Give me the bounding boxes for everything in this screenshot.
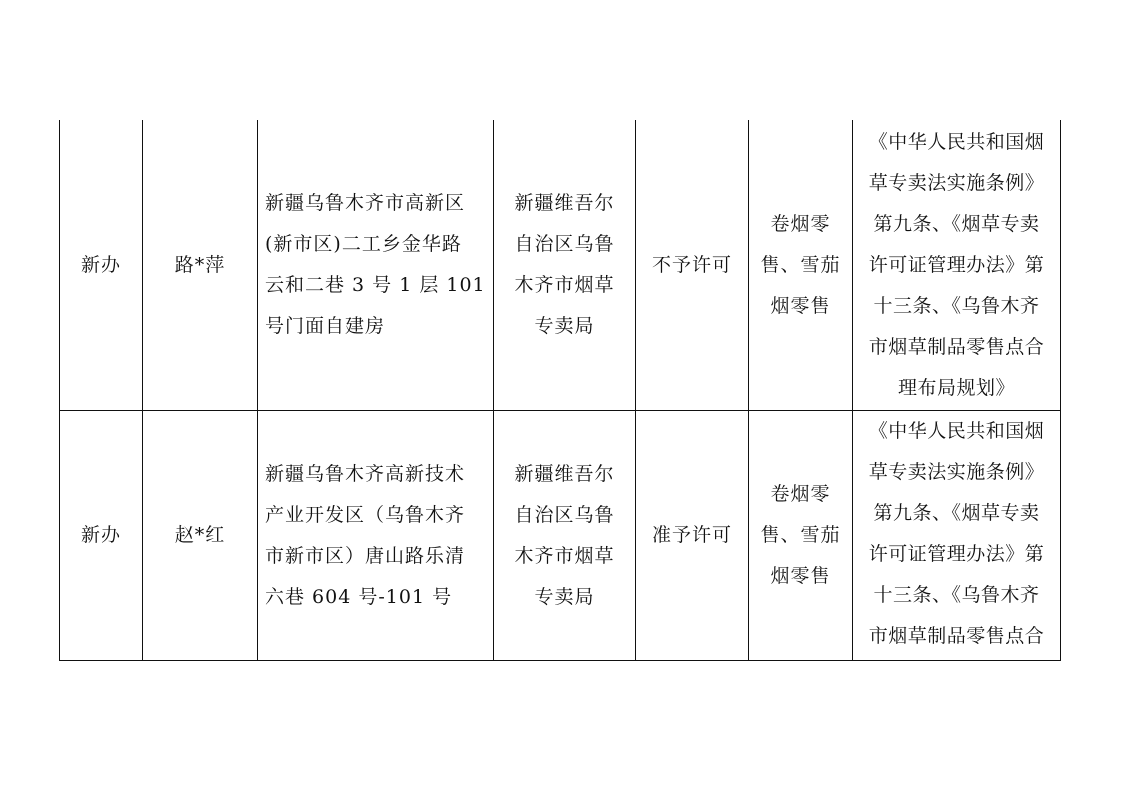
address-line: 新疆乌鲁木齐高新技术 — [265, 462, 466, 485]
basis-line: 十三条、《乌鲁木齐 — [873, 584, 1040, 606]
authority-line: 新疆维吾尔 — [514, 462, 615, 485]
name-cell: 赵*红 — [143, 411, 258, 661]
address-line: (新市区)二工乡金华路 — [265, 233, 462, 255]
authority-cell — [494, 411, 636, 661]
scope-line: 售、雪茄 — [760, 524, 841, 546]
authority-line: 木齐市烟草 — [514, 544, 615, 567]
scope-line: 烟零售 — [770, 565, 831, 587]
scope-cell — [749, 411, 853, 661]
legal-basis-cell — [853, 411, 1061, 661]
type-cell: 新办 — [60, 120, 143, 411]
address-line: 新疆乌鲁木齐市高新区 — [265, 192, 466, 214]
scope-cell — [749, 120, 853, 411]
basis-line: 市烟草制品零售点合 — [868, 335, 1045, 358]
authority-line: 新疆维吾尔 — [514, 192, 615, 214]
authority-cell — [494, 120, 636, 411]
scope-line: 卷烟零 — [770, 483, 831, 505]
basis-line: 许可证管理办法》第 — [868, 253, 1045, 276]
decision-cell: 准予许可 — [636, 411, 749, 661]
legal-basis-cell — [853, 120, 1061, 411]
authority-line: 木齐市烟草 — [514, 274, 615, 296]
basis-line: 第九条、《烟草专卖 — [873, 212, 1040, 235]
address-line: 六巷 604 号-101 号 — [265, 585, 453, 608]
license-decision-table — [59, 120, 1061, 661]
address-line: 号门面自建房 — [265, 315, 386, 337]
basis-line: 十三条、《乌鲁木齐 — [873, 294, 1040, 317]
basis-line: 草专卖法实施条例》 — [868, 171, 1045, 194]
basis-line: 许可证管理办法》第 — [868, 543, 1045, 565]
basis-line: 理布局规划》 — [897, 376, 1015, 399]
basis-line: 第九条、《烟草专卖 — [873, 502, 1040, 524]
authority-line: 自治区乌鲁 — [514, 503, 615, 526]
basis-line: 《中华人民共和国烟 — [868, 130, 1045, 153]
scope-line: 烟零售 — [770, 294, 831, 317]
address-line: 市新市区）唐山路乐清 — [265, 544, 466, 567]
name-cell: 路*萍 — [143, 120, 258, 411]
scope-line: 卷烟零 — [770, 212, 831, 235]
authority-line: 专卖局 — [534, 585, 595, 608]
address-line: 产业开发区（乌鲁木齐 — [265, 503, 466, 526]
authority-line: 自治区乌鲁 — [514, 233, 615, 255]
address-line: 云和二巷 3 号 1 层 101 — [265, 274, 486, 296]
type-cell: 新办 — [60, 411, 143, 661]
basis-line: 《中华人民共和国烟 — [868, 420, 1045, 442]
address-cell — [258, 411, 494, 661]
scope-line: 售、雪茄 — [760, 253, 841, 276]
decision-cell: 不予许可 — [636, 120, 749, 411]
table-row — [60, 411, 1061, 661]
basis-line: 市烟草制品零售点合 — [868, 625, 1045, 647]
authority-line: 专卖局 — [534, 315, 595, 337]
address-cell — [258, 120, 494, 411]
table-row — [60, 120, 1061, 411]
basis-line: 草专卖法实施条例》 — [868, 461, 1045, 483]
